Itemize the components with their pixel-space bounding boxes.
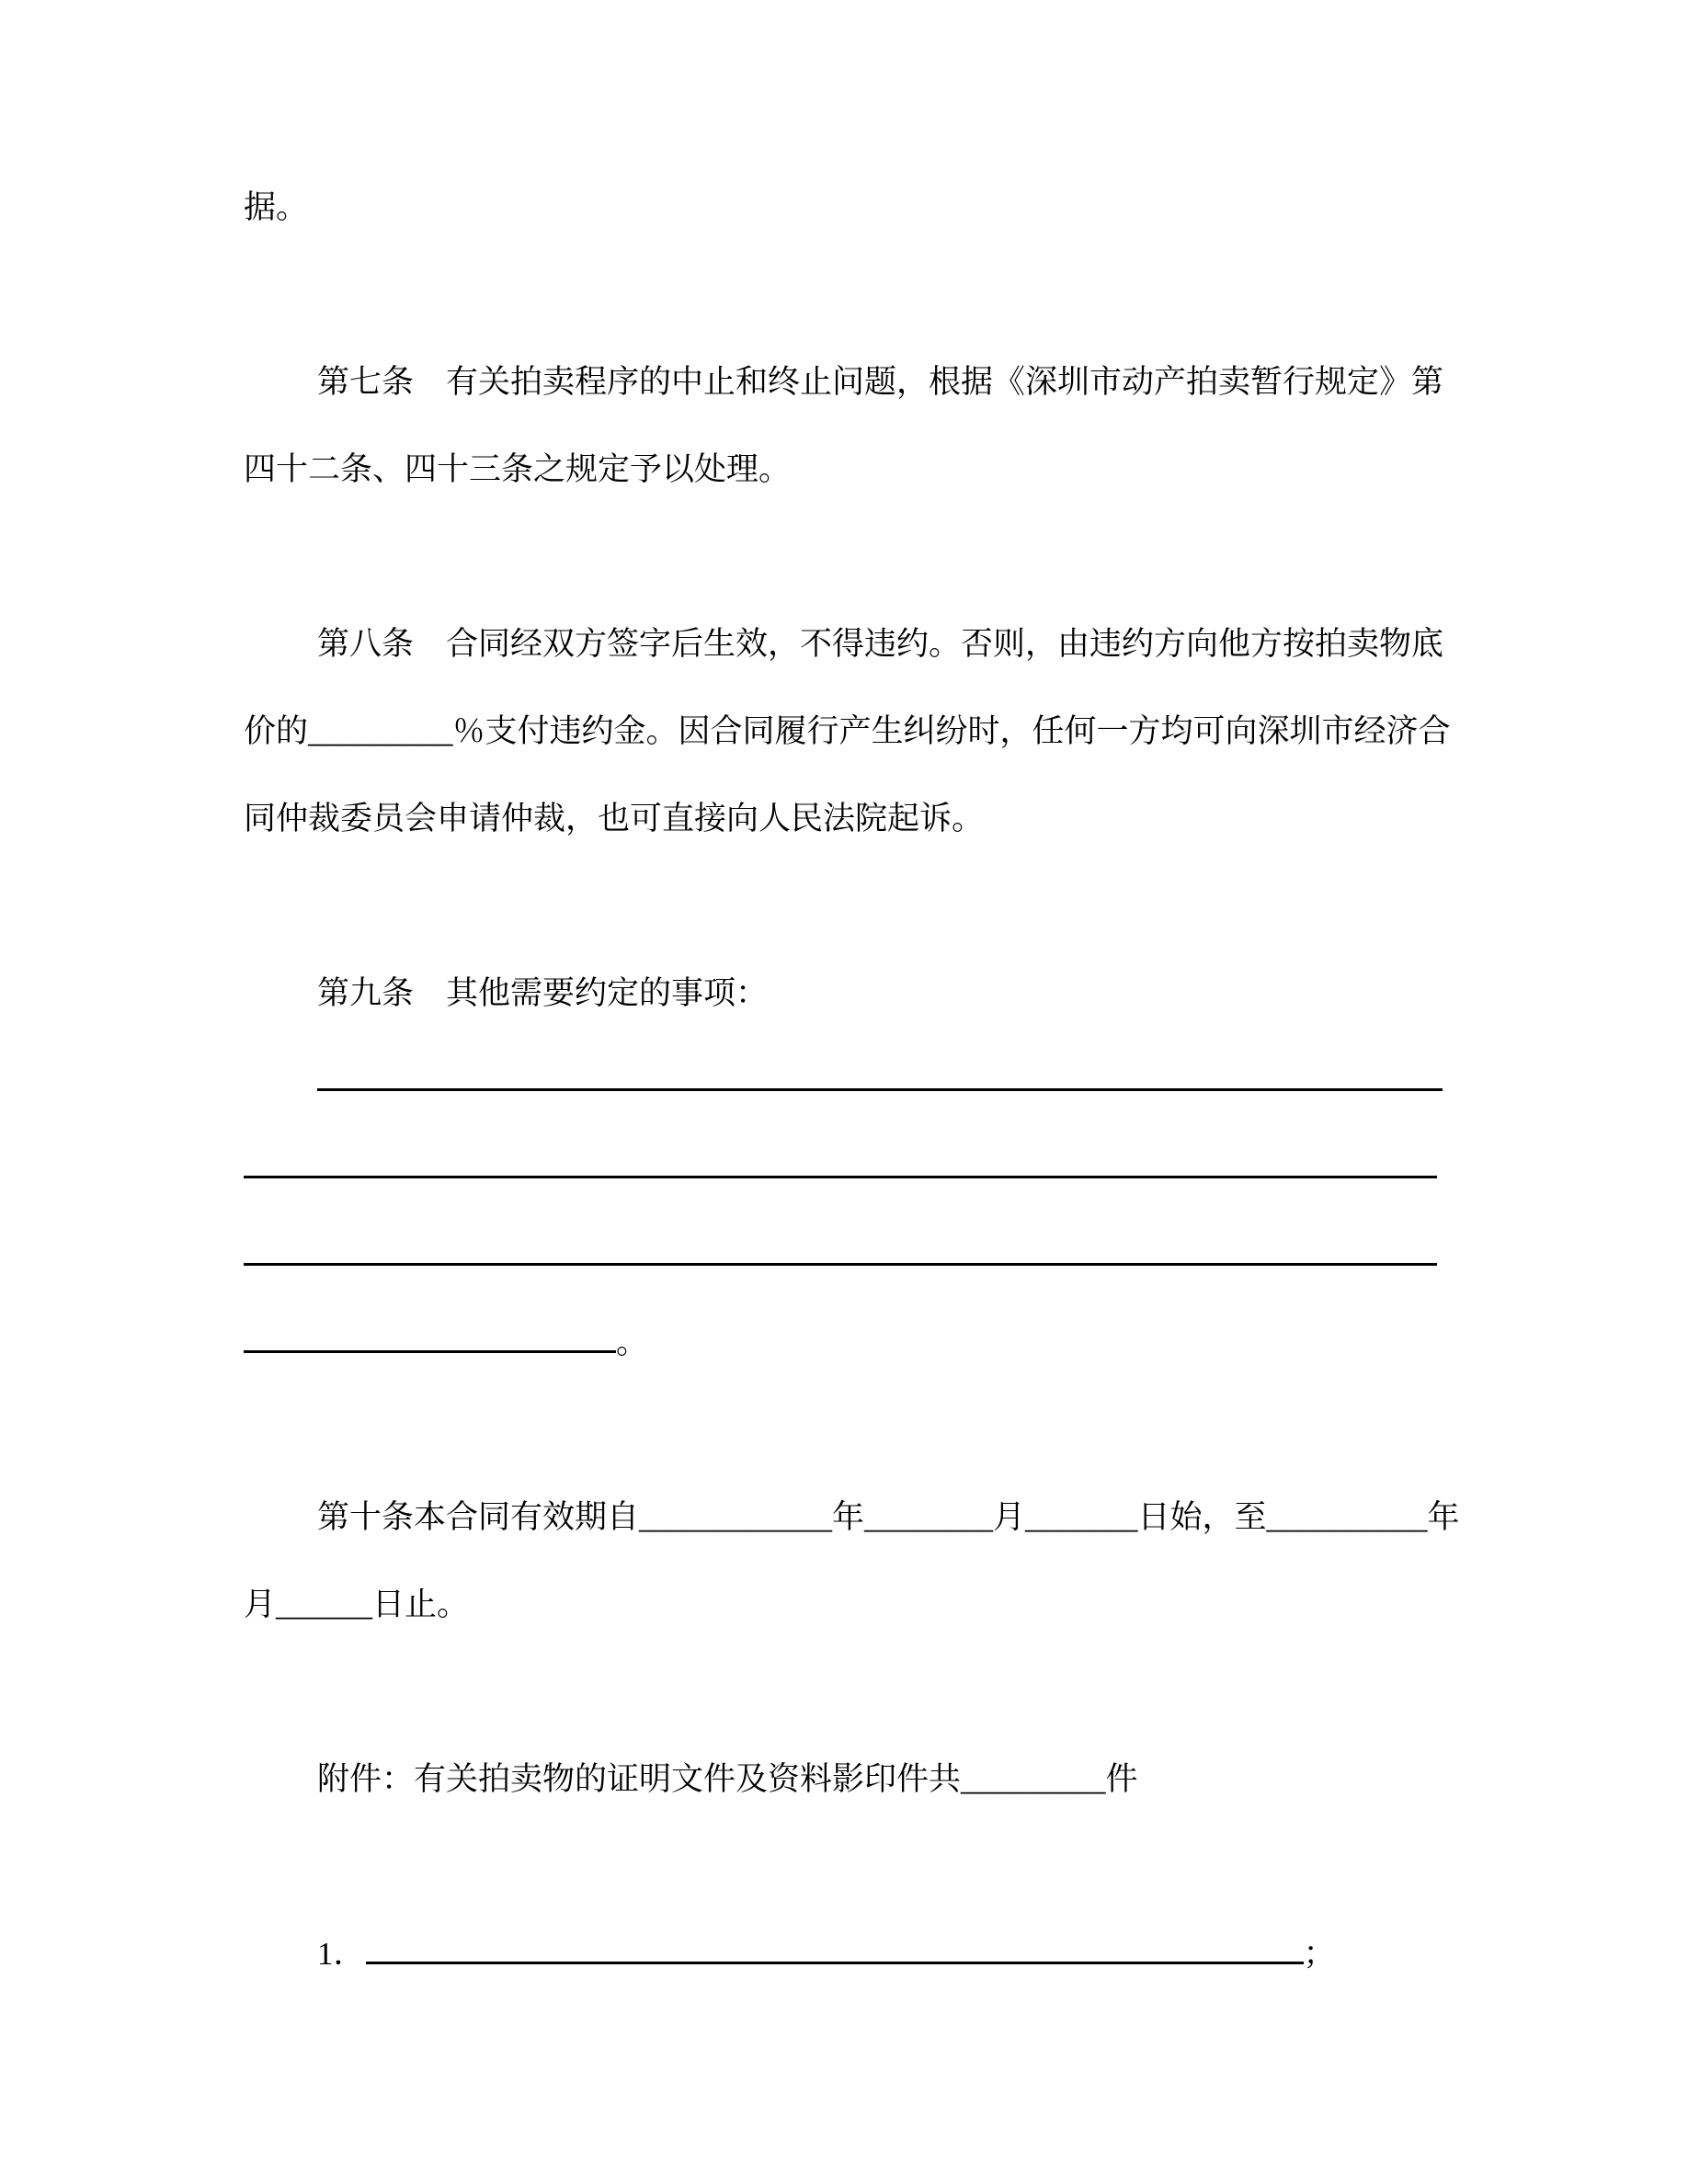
clause-9-heading: 第九条 其他需要约定的事项：	[317, 975, 769, 1011]
clause-7-line-2: 四十二条、四十三条之规定予以处理。	[244, 451, 792, 487]
blank-row-2	[244, 1124, 1444, 1211]
attachment-item-1	[244, 1910, 1444, 1997]
fill-in-line	[366, 1962, 1304, 1964]
clause-7-line-1: 第七条 有关拍卖程序的中止和终止问题，根据《深圳市动产拍卖暂行规定》第	[317, 364, 1444, 400]
blank-row-3	[244, 1211, 1444, 1299]
clause-7-paragraph	[244, 338, 1444, 513]
blank-row-4-period: 。	[616, 1325, 649, 1360]
fill-in-line	[244, 1176, 1437, 1178]
contract-page	[244, 164, 1460, 2085]
attachment-item-1-number: 1．	[317, 1936, 366, 1972]
attachment-item-1-line	[244, 1910, 1444, 1997]
clause-8-line-1: 第八条 合同经双方签字后生效，不得违约。否则，由违约方向他方按拍卖物底	[317, 626, 1444, 662]
blank-row-1	[244, 1037, 1444, 1124]
fill-in-line	[244, 1263, 1437, 1266]
clause-8-line-3: 同仲裁委员会申请仲裁，也可直接向人民法院起诉。	[244, 801, 985, 836]
clause-9-blank-rows	[244, 1037, 1444, 1386]
attachment-paragraph	[244, 1735, 1444, 1823]
clause-8-paragraph	[244, 600, 1451, 862]
fill-in-line	[317, 1088, 1443, 1091]
clause-10-paragraph	[244, 1473, 1460, 1648]
blank-row-4	[244, 1299, 1444, 1386]
attachment-item-1-semicolon: ；	[1303, 1936, 1336, 1972]
clause-8-line-2: 价的_________％支付违约金。因合同履行产生纠纷时，任何一方均可向深圳市经济合	[244, 713, 1451, 749]
fill-in-line	[244, 1350, 616, 1353]
continuation-paragraph	[244, 164, 1444, 251]
clause-10-line-1: 第十条本合同有效期自____________年________月_______日始，至__________年	[317, 1499, 1460, 1535]
attachment-text: 附件：有关拍卖物的证明文件及资料影印件共_________件	[317, 1761, 1138, 1797]
clause-9-heading-paragraph	[244, 950, 1444, 1037]
continuation-text: 据。	[244, 189, 309, 225]
clause-10-line-2: 月______日止。	[244, 1587, 470, 1622]
